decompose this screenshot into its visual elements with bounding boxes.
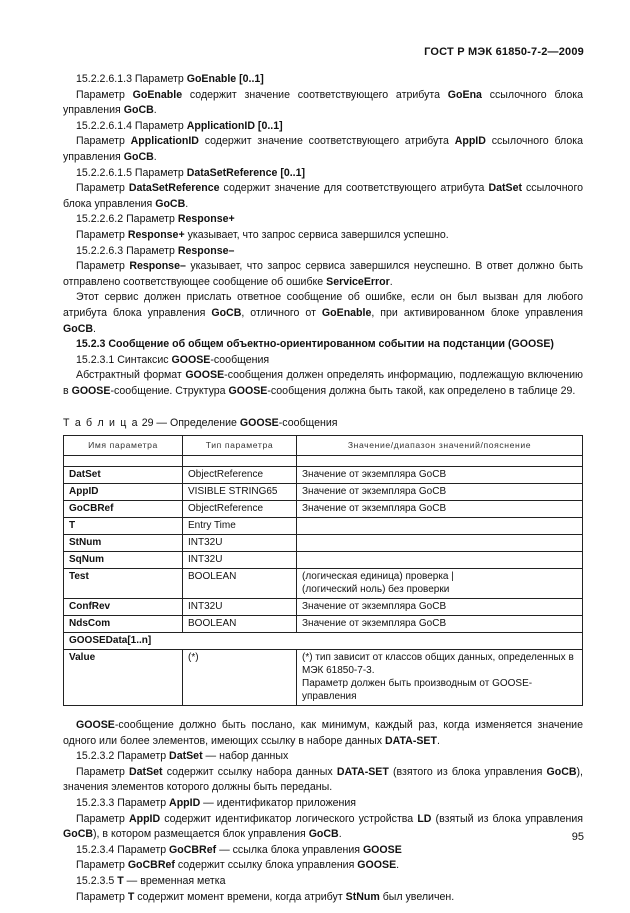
top-paragraph: 15.2.2.6.3 Параметр Response– (76, 244, 235, 257)
cell-parameter-name: ConfRev (64, 599, 183, 616)
cell-parameter-name: DatSet (64, 467, 183, 484)
cell-parameter-value: Значение от экземпляра GoCB (297, 599, 583, 616)
paragraphs-bottom (63, 718, 583, 905)
cell-parameter-name: AppID (64, 484, 183, 501)
cell-parameter-type: VISIBLE STRING65 (183, 484, 297, 501)
top-paragraph: Параметр Response+ указывает, что запрос сервиса завершился успешно. (76, 228, 449, 241)
bottom-paragraph: GOOSE-сообщение должно быть послано, как минимум, каждый раз, когда изменяется значение одного или более элементов, имеющих ссылку в наборе данных DATA-SET. (63, 719, 583, 747)
table-caption-prefix: Т а б л и ц а (63, 417, 139, 430)
table-row (64, 484, 583, 501)
table-row (64, 535, 583, 552)
top-paragraph: 15.2.3.1 Синтаксис GOOSE-сообщения (76, 353, 270, 366)
top-paragraph: 15.2.2.6.1.5 Параметр DataSetReference [0..1] (76, 166, 306, 179)
top-paragraph: Параметр GoEnable содержит значение соответствующего атрибута GoEna ссылочного блока управления GoCB. (63, 88, 583, 117)
cell-parameter-value: (*) тип зависит от классов общих данных, определенных в МЭК 61850-7-3. Параметр должен быть производным от GOOSE-управления (297, 650, 583, 706)
table-row (64, 552, 583, 569)
goose-definition-table (63, 435, 583, 706)
cell-parameter-value: Значение от экземпляра GoCB (297, 501, 583, 518)
bottom-paragraph: Параметр AppID содержит идентификатор логического устройства LD (взятый из блока управления GoCB), в котором размещается блок управления GoCB. (63, 812, 583, 841)
table-row (64, 599, 583, 616)
header-value-range: Значение/диапазон значений/пояснение (297, 436, 583, 456)
top-paragraph: Параметр ApplicationID содержит значение соответствующего атрибута AppID ссылочного блока управления GoCB. (63, 135, 583, 163)
top-paragraph: Параметр DataSetReference содержит значение для соответствующего атрибута DatSet ссылочного блока управления GoCB. (63, 182, 583, 210)
cell-parameter-type: ObjectReference (183, 467, 297, 484)
table-spacer-row (64, 456, 583, 467)
bottom-paragraph: 15.2.3.4 Параметр GoCBRef — ссылка блока управления GOOSE (76, 843, 402, 856)
bottom-paragraph: 15.2.3.5 T — временная метка (76, 875, 226, 887)
table-row (64, 616, 583, 633)
cell-parameter-value: Значение от экземпляра GoCB (297, 467, 583, 484)
cell-group-name: GOOSEData[1..n] (64, 633, 583, 650)
cell-parameter-type: BOOLEAN (183, 569, 297, 599)
cell-parameter-value: Значение от экземпляра GoCB (297, 616, 583, 633)
table-header-row (64, 436, 583, 456)
cell-parameter-type: (*) (183, 650, 297, 706)
cell-parameter-value: Значение от экземпляра GoCB (297, 484, 583, 501)
table-caption (63, 416, 583, 432)
top-paragraph: 15.2.3 Сообщение об общем объектно-ориентированном событии на подстанции (GOOSE) (76, 338, 554, 351)
table-row (64, 569, 583, 599)
table-row (64, 501, 583, 518)
cell-parameter-value (297, 552, 583, 569)
top-paragraph: 15.2.2.6.2 Параметр Response+ (76, 213, 235, 226)
cell-parameter-name: NdsCom (64, 616, 183, 633)
top-paragraph: 15.2.2.6.1.3 Параметр GoEnable [0..1] (76, 73, 264, 85)
bottom-paragraph: Параметр T содержит момент времени, когда атрибут StNum был увеличен. (76, 890, 455, 903)
cell-parameter-value: (логическая единица) проверка | (логический ноль) без проверки (297, 569, 583, 599)
cell-parameter-name: SqNum (64, 552, 183, 569)
cell-parameter-name: Value (64, 650, 183, 706)
table-body (64, 456, 583, 706)
document-body (63, 72, 583, 905)
cell-parameter-name: StNum (64, 535, 183, 552)
cell-parameter-name: T (64, 518, 183, 535)
cell-parameter-name: Test (64, 569, 183, 599)
table-row (64, 518, 583, 535)
header-parameter-type: Тип параметра (183, 436, 297, 456)
table-caption-title: 29 — Определение GOOSE-сообщения (138, 417, 338, 430)
table-row (64, 650, 583, 706)
table-row (64, 467, 583, 484)
top-paragraph: Этот сервис должен прислать ответное сообщение об ошибке, если он был вызван для любого атрибута блока управления GoCB, отличного от GoEnable, при активированном блоке управления GoCB. (63, 291, 584, 335)
document-code-header: ГОСТ Р МЭК 61850-7-2—2009 (424, 46, 584, 58)
cell-parameter-name: GoCBRef (64, 501, 183, 518)
paragraphs-top (63, 72, 583, 399)
cell-parameter-type: Entry Time (183, 518, 297, 535)
cell-parameter-type: BOOLEAN (183, 616, 297, 633)
bottom-paragraph: Параметр DatSet содержит ссылку набора данных DATA-SET (взятого из блока управления GoCB), значения элементов которого должны быть переданы. (63, 765, 583, 794)
top-paragraph: Параметр Response– указывает, что запрос сервиса завершился неуспешно. В ответ должно быть отправлено соответствующее сообщение об ошибке ServiceError. (63, 260, 583, 288)
page-number: 95 (571, 831, 584, 843)
top-paragraph: Абстрактный формат GOOSE-сообщения должен определять информацию, подлежащую включению в GOOSE-сообщение. Структура GOOSE-сообщения должна быть такой, как определено в таблице 29. (63, 369, 583, 397)
bottom-paragraph: 15.2.3.2 Параметр DatSet — набор данных (76, 750, 289, 763)
table-group-row (64, 633, 583, 650)
header-parameter-name: Имя параметра (64, 436, 183, 456)
cell-parameter-value (297, 535, 583, 552)
bottom-paragraph: 15.2.3.3 Параметр AppID — идентификатор приложения (76, 797, 357, 810)
cell-parameter-type: INT32U (183, 535, 297, 552)
cell-parameter-type: ObjectReference (183, 501, 297, 518)
cell-parameter-type: INT32U (183, 552, 297, 569)
cell-parameter-type: INT32U (183, 599, 297, 616)
top-paragraph: 15.2.2.6.1.4 Параметр ApplicationID [0..1] (76, 119, 283, 132)
cell-parameter-value (297, 518, 583, 535)
bottom-paragraph: Параметр GoCBRef содержит ссылку блока управления GOOSE. (76, 859, 400, 872)
